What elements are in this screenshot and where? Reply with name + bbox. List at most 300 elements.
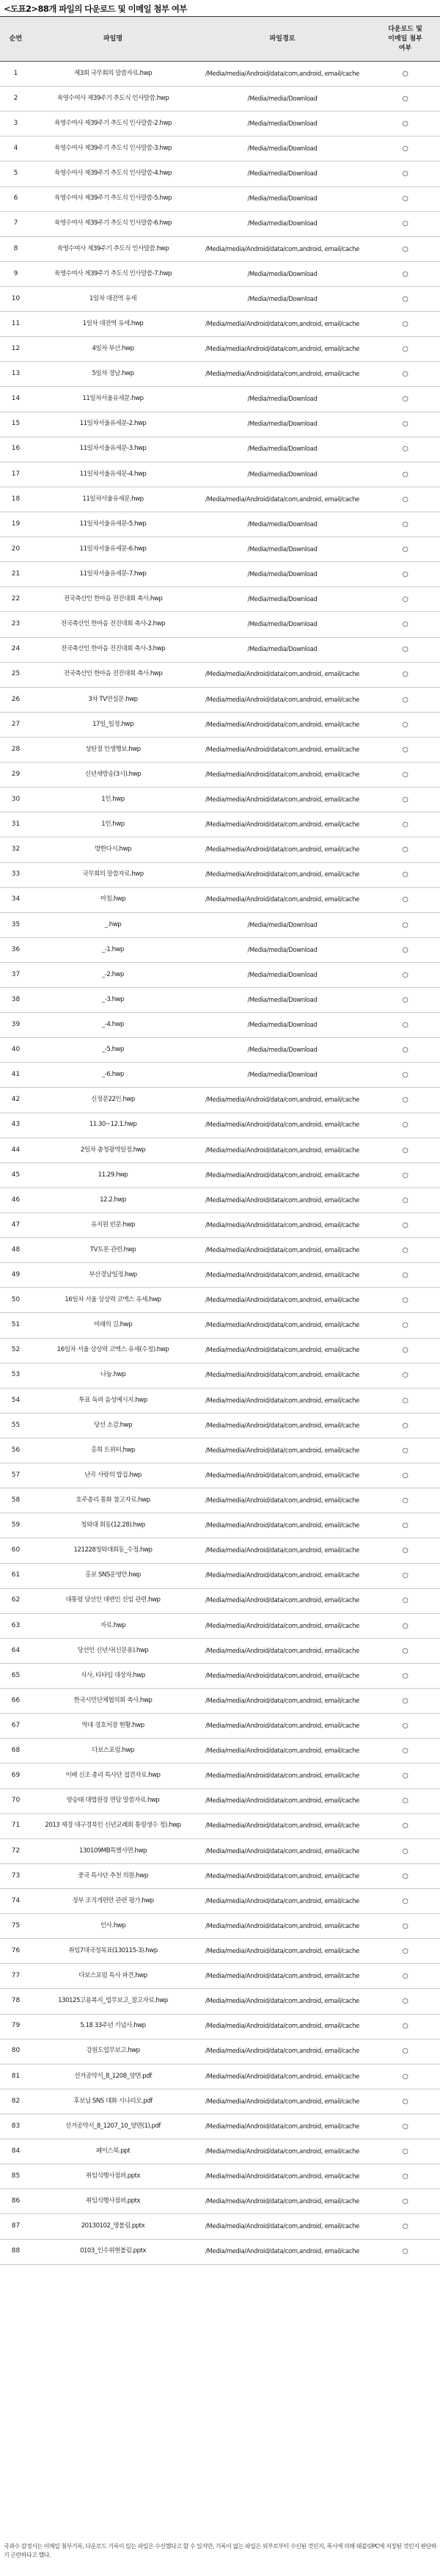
- row-number: 10: [11, 294, 21, 302]
- row-download-mark: ○: [402, 1020, 408, 1029]
- row-filepath: /Media/media/Android/data/com,android, email/cache: [205, 770, 359, 778]
- row-filepath: /Media/media/Android/data/com,android, email/cache: [205, 695, 359, 703]
- row-number: 33: [11, 870, 21, 878]
- row-download-mark: ○: [402, 1947, 408, 1955]
- row-number: 51: [11, 1321, 21, 1329]
- table-row: [0, 1764, 440, 1789]
- table-row: [0, 812, 440, 837]
- row-number: 6: [13, 194, 18, 203]
- row-filepath: /Media/media/Android/data/com,android, email/cache: [205, 1171, 359, 1179]
- row-download-mark: ○: [402, 1972, 408, 1981]
- row-filepath: /Media/media/Android/data/com,android, email/cache: [205, 1822, 359, 1830]
- row-number: 62: [11, 1596, 21, 1604]
- header-download-status: 다운로드 및 이메일 첨부 여부: [388, 25, 422, 52]
- row-filename: 후보님 SNS 대화 시나리오.pdf: [73, 2097, 153, 2105]
- row-filepath: /Media/media/Android/data/com,android, email/cache: [205, 2122, 359, 2130]
- row-number: 15: [11, 420, 21, 428]
- row-number: 16: [11, 445, 21, 453]
- table-row: [0, 1889, 440, 1914]
- table-row: [0, 437, 440, 462]
- row-number: 12: [11, 345, 21, 352]
- table-row: [0, 1038, 440, 1063]
- row-number: 22: [11, 595, 21, 603]
- row-filepath: /Media/media/Download: [247, 545, 318, 553]
- table-row: [0, 2015, 440, 2040]
- row-download-mark: ○: [402, 1371, 408, 1380]
- row-download-mark: ○: [402, 69, 408, 78]
- row-filename: _-3.hwp: [101, 995, 125, 1003]
- row-filename: 당선 소감.hwp: [93, 1421, 133, 1429]
- table-row: [0, 587, 440, 612]
- table-row: [0, 663, 440, 688]
- row-filename: 11.30~12.1.hwp: [89, 1121, 137, 1129]
- row-filename: 130109MB특별사면.hwp: [79, 1847, 147, 1855]
- row-download-mark: ○: [402, 1747, 408, 1755]
- row-filepath: /Media/media/Download: [247, 94, 318, 102]
- row-download-mark: ○: [402, 445, 408, 454]
- table-row: [0, 1714, 440, 1739]
- row-filepath: /Media/media/Android/data/com,android, email/cache: [205, 69, 359, 77]
- row-number: 75: [11, 1921, 21, 1929]
- row-number: 64: [11, 1646, 21, 1654]
- row-download-mark: ○: [402, 1346, 408, 1355]
- row-filename: 이베 신조 총리 특사단 접견자료.hwp: [65, 1772, 161, 1780]
- row-filename: 11.29.hwp: [98, 1171, 128, 1179]
- row-filepath: /Media/media/Android/data/com,android, email/cache: [205, 370, 359, 378]
- table-row: [0, 1564, 440, 1589]
- row-filename: 전국축산인 한마음 전진대회 축사.hwp: [63, 670, 163, 678]
- table-row: [0, 1488, 440, 1513]
- row-number: 63: [11, 1621, 21, 1629]
- row-filepath: /Media/media/Android/data/com,android, email/cache: [205, 1696, 359, 1704]
- row-filename: 육영수여사 제39주기 추도식 인사말씀-3.hwp: [54, 145, 172, 153]
- row-filename: 난곡 사랑의 밥집.hwp: [84, 1471, 142, 1479]
- row-download-mark: ○: [402, 345, 408, 353]
- row-download-mark: ○: [402, 1822, 408, 1830]
- table-row: [0, 1739, 440, 1764]
- row-number: 13: [11, 370, 21, 378]
- row-download-mark: ○: [402, 495, 408, 503]
- table-row: [0, 638, 440, 663]
- row-filepath: /Media/media/Android/data/com,android, email/cache: [205, 1921, 359, 1929]
- row-number: 18: [11, 495, 21, 503]
- row-filepath: /Media/media/Android/data/com,android, email/cache: [205, 1972, 359, 1980]
- row-download-mark: ○: [402, 1696, 408, 1705]
- row-number: 78: [11, 1997, 21, 2005]
- row-filename: 1인.hwp: [101, 795, 125, 803]
- row-number: 24: [11, 645, 21, 653]
- row-download-mark: ○: [402, 870, 408, 879]
- row-filename: 당선인 신년사(신문용).hwp: [77, 1646, 149, 1654]
- row-download-mark: ○: [402, 194, 408, 203]
- row-filepath: /Media/media/Download: [247, 1046, 318, 1054]
- row-download-mark: ○: [402, 995, 408, 1004]
- table-row: [0, 1864, 440, 1889]
- row-download-mark: ○: [402, 520, 408, 528]
- table-row: [0, 1614, 440, 1639]
- row-filename: 4일차 부산.hwp: [92, 345, 134, 352]
- row-download-mark: ○: [402, 1271, 408, 1280]
- row-filename: _-2.hwp: [101, 970, 125, 978]
- row-download-mark: ○: [402, 244, 408, 253]
- row-download-mark: ○: [402, 370, 408, 379]
- row-filename: 나눔.hwp: [100, 1371, 126, 1379]
- row-filename: 방한다시.hwp: [95, 845, 131, 854]
- table-row: [0, 287, 440, 312]
- row-filename: 130125고용복지_업무보고_참고자료.hwp: [58, 1997, 168, 2005]
- row-filename: 육영수여사 제39주기 추도식 인사말씀.hwp: [56, 244, 169, 252]
- row-download-mark: ○: [402, 845, 408, 854]
- row-download-mark: ○: [402, 745, 408, 754]
- row-download-mark: ○: [402, 294, 408, 303]
- row-number: 67: [11, 1722, 21, 1730]
- row-filename: 2일차 충청광역일정.hwp: [80, 1146, 146, 1154]
- row-number: 76: [11, 1947, 21, 1954]
- row-number: 27: [11, 720, 21, 728]
- row-number: 20: [11, 545, 21, 553]
- row-filename: 육영수여사 제39주기 추도식 인사말씀-2.hwp: [54, 120, 172, 128]
- table-row: [0, 2139, 440, 2164]
- row-filepath: /Media/media/Download: [247, 470, 318, 478]
- row-filepath: /Media/media/Android/data/com,android, email/cache: [205, 1471, 359, 1479]
- table-row: [0, 462, 440, 487]
- table-row: [0, 2240, 440, 2265]
- row-download-mark: ○: [402, 1121, 408, 1129]
- row-filename: 호주총리 통화 참고자료.hwp: [76, 1496, 150, 1505]
- row-filepath: /Media/media/Android/data/com,android, email/cache: [205, 1997, 359, 2005]
- table-row: [0, 62, 440, 87]
- table-row: [0, 1088, 440, 1113]
- row-number: 40: [11, 1046, 21, 1054]
- row-filename: 11일차서울유세문.hwp: [82, 495, 144, 503]
- row-filepath: /Media/media/Android/data/com,android, email/cache: [205, 2247, 359, 2255]
- row-filename: 취임7대국정목표(130115-3).hwp: [68, 1947, 158, 1954]
- row-download-mark: ○: [402, 2147, 408, 2155]
- row-download-mark: ○: [402, 645, 408, 654]
- row-number: 29: [11, 770, 21, 778]
- row-filepath: /Media/media/Android/data/com,android, email/cache: [205, 1121, 359, 1129]
- table-row: [0, 161, 440, 186]
- row-filepath: /Media/media/Android/data/com,android, email/cache: [205, 870, 359, 878]
- row-filepath: /Media/media/Android/data/com,android, email/cache: [205, 319, 359, 327]
- row-filepath: /Media/media/Android/data/com,android, email/cache: [205, 1271, 359, 1279]
- row-download-mark: ○: [402, 269, 408, 278]
- row-filepath: /Media/media/Android/data/com,android, email/cache: [205, 2197, 359, 2205]
- row-download-mark: ○: [402, 1646, 408, 1655]
- row-filepath: /Media/media/Download: [247, 945, 318, 953]
- table-row: [0, 2214, 440, 2239]
- row-download-mark: ○: [402, 1171, 408, 1179]
- table-row: [0, 1213, 440, 1238]
- row-download-mark: ○: [402, 670, 408, 679]
- row-number: 5: [13, 170, 18, 178]
- row-filepath: /Media/media/Android/data/com,android, email/cache: [205, 1296, 359, 1304]
- row-number: 87: [11, 2222, 21, 2230]
- row-number: 7: [13, 219, 18, 228]
- row-filename: 육영수여사 제39주기 추도식 인사말씀-6.hwp: [54, 219, 172, 228]
- row-number: 37: [11, 970, 21, 978]
- row-filename: 전국축산인 한마음 전진대회 축사-3.hwp: [60, 645, 166, 653]
- row-filename: 11일차서울유세문-7.hwp: [79, 570, 147, 578]
- row-number: 56: [11, 1446, 21, 1454]
- row-filename: 한국시민단체협의회 축사.hwp: [73, 1696, 153, 1704]
- row-number: 41: [11, 1071, 21, 1079]
- table-row: [0, 1313, 440, 1338]
- table-row: [0, 1589, 440, 1614]
- row-number: 83: [11, 2122, 21, 2130]
- row-filepath: /Media/media/Android/data/com,android, email/cache: [205, 1947, 359, 1954]
- header-filename: 파일명: [103, 34, 123, 43]
- row-number: 86: [11, 2197, 21, 2205]
- row-download-mark: ○: [402, 1671, 408, 1680]
- row-number: 55: [11, 1421, 21, 1429]
- row-filepath: /Media/media/Android/data/com,android, email/cache: [205, 1621, 359, 1629]
- row-number: 47: [11, 1220, 21, 1229]
- row-download-mark: ○: [402, 821, 408, 829]
- row-download-mark: ○: [402, 1496, 408, 1505]
- row-download-mark: ○: [402, 1847, 408, 1855]
- row-download-mark: ○: [402, 1571, 408, 1580]
- row-filename: 육영수여사 제39주기 추도식 인사말씀-5.hwp: [54, 194, 172, 203]
- row-number: 52: [11, 1346, 21, 1354]
- row-filename: 2013 제경 대구경북인 신년교례회 통령생수 정).hwp: [45, 1822, 181, 1830]
- row-number: 88: [11, 2247, 21, 2255]
- row-number: 26: [11, 695, 21, 703]
- row-filename: 육영수여사 제39주기 추도식 인사말씀-7.hwp: [54, 269, 172, 277]
- row-filename: 육영수여사 제39주기 추도식 인사말씀.hwp: [56, 94, 169, 102]
- row-filepath: /Media/media/Download: [247, 1020, 318, 1028]
- row-filepath: /Media/media/Android/data/com,android, email/cache: [205, 1772, 359, 1780]
- row-filename: 청와대 회동(12.28).hwp: [81, 1521, 145, 1529]
- table-row: [0, 787, 440, 812]
- row-filepath: /Media/media/Android/data/com,android, email/cache: [205, 1871, 359, 1880]
- table-row: [0, 1989, 440, 2014]
- table-row: [0, 562, 440, 587]
- table-row: [0, 2114, 440, 2139]
- row-filename: _-1.hwp: [101, 945, 125, 953]
- row-number: 68: [11, 1747, 21, 1755]
- row-filepath: /Media/media/Download: [247, 420, 318, 428]
- row-number: 69: [11, 1772, 21, 1780]
- row-filepath: /Media/media/Android/data/com,android, email/cache: [205, 895, 359, 903]
- row-filepath: /Media/media/Android/data/com,android, email/cache: [205, 1321, 359, 1329]
- file-table: [0, 16, 440, 2265]
- row-filename: 정부 조직개편안 관련 평가.hwp: [72, 1896, 154, 1904]
- row-number: 43: [11, 1121, 21, 1129]
- row-filepath: /Media/media/Android/data/com,android, email/cache: [205, 2072, 359, 2080]
- row-filename: 전국축산인 한마음 전진대회 축사-2.hwp: [60, 620, 166, 628]
- row-download-mark: ○: [402, 1321, 408, 1330]
- table-row: [0, 763, 440, 787]
- row-download-mark: ○: [402, 2197, 408, 2206]
- row-download-mark: ○: [402, 595, 408, 604]
- row-filepath: /Media/media/Android/data/com,android, email/cache: [205, 845, 359, 854]
- row-download-mark: ○: [402, 94, 408, 103]
- row-filepath: /Media/media/Download: [247, 520, 318, 528]
- table-row: [0, 412, 440, 437]
- row-filepath: /Media/media/Android/data/com,android, email/cache: [205, 1421, 359, 1429]
- table-row: [0, 1664, 440, 1689]
- row-filepath: /Media/media/Android/data/com,android, email/cache: [205, 1546, 359, 1554]
- row-filename: 11일차서울유세문-2.hwp: [79, 420, 147, 428]
- row-filename: 양승태 대법원장 면담 말씀자료.hwp: [66, 1797, 160, 1805]
- row-download-mark: ○: [402, 2047, 408, 2056]
- row-filename: TV토론 관련.hwp: [89, 1245, 136, 1254]
- row-number: 81: [11, 2072, 21, 2080]
- row-download-mark: ○: [402, 545, 408, 553]
- row-filename: 11일차서울유세문-3.hwp: [79, 445, 147, 453]
- table-row: [0, 1238, 440, 1263]
- row-download-mark: ○: [402, 219, 408, 228]
- row-number: 39: [11, 1020, 21, 1028]
- row-filename: 선거공약서_8_1207_10_양면(1).pdf: [65, 2122, 161, 2130]
- row-number: 65: [11, 1671, 21, 1679]
- row-download-mark: ○: [402, 470, 408, 479]
- row-filename: 중국 특사단 추천 의원.hwp: [78, 1871, 148, 1880]
- row-download-mark: ○: [402, 1046, 408, 1055]
- row-number: 2: [13, 94, 18, 102]
- row-filename: 강원도업무보고.hwp: [86, 2047, 140, 2055]
- table-row: [0, 362, 440, 387]
- row-number: 54: [11, 1396, 21, 1404]
- row-number: 9: [13, 269, 18, 277]
- row-filename: 11일차서울유세문-6.hwp: [79, 545, 147, 553]
- row-filepath: /Media/media/Download: [247, 120, 318, 128]
- row-filename: 12.2.hwp: [100, 1196, 126, 1204]
- row-filepath: /Media/media/Android/data/com,android, email/cache: [205, 745, 359, 753]
- row-number: 17: [11, 470, 21, 478]
- table-row: [0, 262, 440, 287]
- table-row: [0, 713, 440, 738]
- row-filename: 홍희 트위터.hwp: [91, 1446, 135, 1454]
- row-filepath: /Media/media/Download: [247, 620, 318, 628]
- row-filepath: /Media/media/Android/data/com,android, email/cache: [205, 1096, 359, 1104]
- table-row: [0, 312, 440, 337]
- row-number: 31: [11, 821, 21, 829]
- row-filename: 취임식행사점퍼.pptx: [85, 2197, 141, 2205]
- row-filename: 식사, 티타임 대상자.hwp: [81, 1671, 145, 1679]
- row-number: 1: [13, 69, 18, 77]
- table-row: [0, 212, 440, 237]
- table-row: [0, 1639, 440, 1664]
- row-download-mark: ○: [402, 945, 408, 954]
- table-row: [0, 387, 440, 412]
- row-filepath: /Media/media/Download: [247, 219, 318, 228]
- row-filename: 제3회 국무회의 말씀자료.hwp: [73, 69, 153, 77]
- row-filepath: /Media/media/Download: [247, 920, 318, 928]
- row-filename: _.hwp: [104, 920, 122, 928]
- row-download-mark: ○: [402, 2122, 408, 2131]
- row-download-mark: ○: [402, 895, 408, 904]
- row-download-mark: ○: [402, 1921, 408, 1930]
- row-number: 34: [11, 895, 21, 903]
- row-download-mark: ○: [402, 1396, 408, 1405]
- row-filepath: /Media/media/Android/data/com,android, email/cache: [205, 1722, 359, 1730]
- table-row: [0, 1413, 440, 1438]
- row-filename: 1일차 대전역 유세.hwp: [82, 319, 144, 327]
- table-row: [0, 2189, 440, 2214]
- row-filename: 유치원 빈문.hwp: [91, 1220, 135, 1229]
- row-filepath: /Media/media/Android/data/com,android, email/cache: [205, 1797, 359, 1805]
- row-filename: 1일차 대전역 유세: [89, 294, 137, 302]
- row-download-mark: ○: [402, 970, 408, 979]
- row-filename: 선거공약서_8_1208_양면.pdf: [74, 2072, 152, 2080]
- row-download-mark: ○: [402, 1446, 408, 1455]
- table-row: [0, 1964, 440, 1989]
- row-filename: 성탄절 인생행보.hwp: [85, 745, 141, 753]
- row-number: 44: [11, 1146, 21, 1154]
- row-filename: 전국축산인 한마음 전진대회 축사.hwp: [63, 595, 163, 603]
- row-filename: 11일차서울유세문-5.hwp: [79, 520, 147, 528]
- row-filepath: /Media/media/Android/data/com,android, email/cache: [205, 2022, 359, 2030]
- row-number: 8: [13, 244, 18, 252]
- table-row: [0, 537, 440, 562]
- row-download-mark: ○: [402, 420, 408, 429]
- row-filepath: /Media/media/Download: [247, 995, 318, 1003]
- row-filepath: /Media/media/Android/data/com,android, email/cache: [205, 2097, 359, 2105]
- row-filename: 신정문22인.hwp: [91, 1096, 135, 1104]
- row-filepath: /Media/media/Android/data/com,android, email/cache: [205, 1496, 359, 1505]
- row-filename: 다보스포럼.hwp: [92, 1747, 134, 1755]
- table-row: [0, 1689, 440, 1714]
- table-row: [0, 1339, 440, 1364]
- row-filepath: /Media/media/Android/data/com,android, email/cache: [205, 2222, 359, 2230]
- row-filepath: /Media/media/Android/data/com,android, email/cache: [205, 1196, 359, 1204]
- row-filename: 대통령 당선인 대변인 선임 관련.hwp: [65, 1596, 161, 1604]
- row-download-mark: ○: [402, 1621, 408, 1630]
- table-row: [0, 913, 440, 938]
- row-filepath: /Media/media/Android/data/com,android, email/cache: [205, 1146, 359, 1154]
- row-filename: 5.18 33주년 기념사.hwp: [80, 2022, 146, 2030]
- table-row: [0, 1163, 440, 1188]
- row-filename: 3차 TV연설문.hwp: [88, 695, 138, 703]
- row-filepath: /Media/media/Android/data/com,android, email/cache: [205, 821, 359, 829]
- table-row: [0, 612, 440, 637]
- row-download-mark: ○: [402, 1071, 408, 1080]
- table-body: [0, 62, 440, 2265]
- row-filepath: /Media/media/Download: [247, 294, 318, 302]
- row-number: 38: [11, 995, 21, 1003]
- row-download-mark: ○: [402, 319, 408, 328]
- row-filepath: /Media/media/Android/data/com,android, email/cache: [205, 1371, 359, 1379]
- row-filepath: /Media/media/Android/data/com,android, email/cache: [205, 1396, 359, 1404]
- row-download-mark: ○: [402, 1471, 408, 1480]
- table-row: [0, 963, 440, 988]
- table-row: [0, 487, 440, 512]
- row-number: 73: [11, 1871, 21, 1880]
- table-header: [0, 16, 440, 62]
- row-filepath: /Media/media/Android/data/com,android, email/cache: [205, 1446, 359, 1454]
- row-filepath: /Media/media/Android/data/com,android, email/cache: [205, 1220, 359, 1229]
- row-filepath: /Media/media/Download: [247, 595, 318, 603]
- row-number: 82: [11, 2097, 21, 2105]
- row-number: 35: [11, 920, 21, 928]
- table-row: [0, 888, 440, 913]
- row-filename: 121228청와대회동_수정.hwp: [73, 1546, 153, 1554]
- row-number: 84: [11, 2147, 21, 2155]
- row-filename: 16일차 서울 상상력 코멕스 유세(수정).hwp: [56, 1346, 169, 1354]
- row-filename: 마침.hwp: [100, 895, 126, 903]
- row-download-mark: ○: [402, 2022, 408, 2031]
- table-row: [0, 1939, 440, 1964]
- row-filepath: /Media/media/Android/data/com,android, email/cache: [205, 2047, 359, 2055]
- table-row: [0, 187, 440, 212]
- table-row: [0, 2164, 440, 2189]
- row-number: 58: [11, 1496, 21, 1505]
- table-row: [0, 1063, 440, 1088]
- row-filepath: /Media/media/Android/data/com,android, email/cache: [205, 2147, 359, 2155]
- row-download-mark: ○: [402, 1146, 408, 1154]
